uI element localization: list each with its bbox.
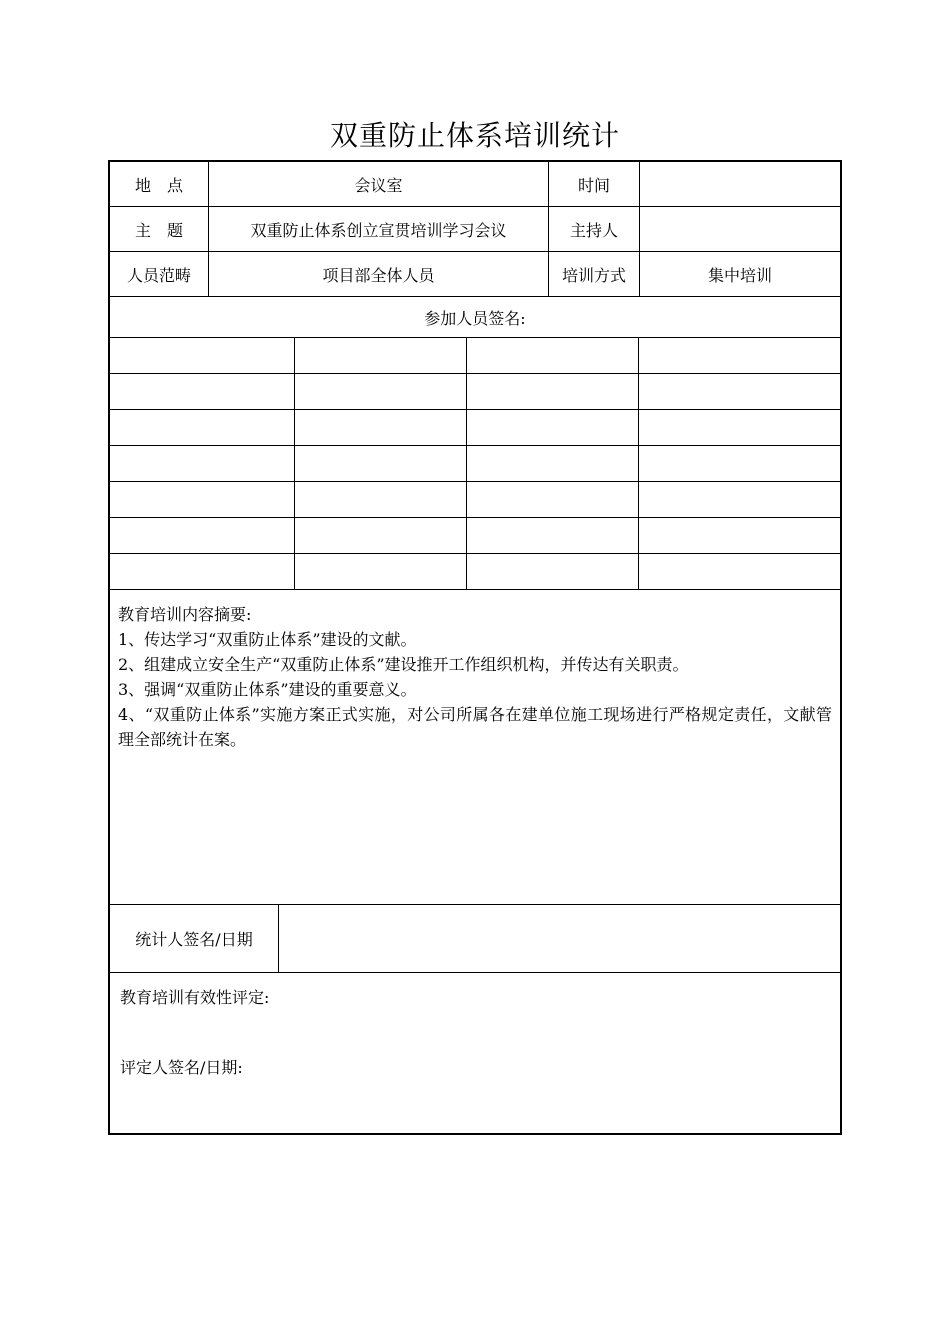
signature-cell[interactable] xyxy=(467,374,639,409)
signature-row xyxy=(110,446,840,482)
signature-cell[interactable] xyxy=(110,518,295,553)
signature-row xyxy=(110,518,840,554)
signature-cell[interactable] xyxy=(295,374,467,409)
signature-cell[interactable] xyxy=(467,446,639,481)
topic-label: 主 题 xyxy=(110,207,209,251)
content-summary xyxy=(110,592,840,905)
signature-row xyxy=(110,482,840,518)
signature-cell[interactable] xyxy=(295,410,467,445)
training-record-form xyxy=(108,160,842,1135)
recorder-signature-field[interactable] xyxy=(279,905,840,972)
time-label: 时间 xyxy=(549,162,640,206)
scope-label: 人员范畴 xyxy=(110,252,209,296)
signature-grid xyxy=(110,338,840,592)
recorder-label: 统计人签名/日期 xyxy=(110,905,279,972)
content-item: 1、传达学习“双重防止体系”建设的文献。 xyxy=(118,630,417,649)
signature-cell[interactable] xyxy=(110,482,295,517)
signature-header: 参加人员签名: xyxy=(424,308,526,328)
signature-cell[interactable] xyxy=(467,554,639,589)
evaluator-signature-label: 评定人签名/日期: xyxy=(120,1058,243,1077)
recorder-row xyxy=(110,905,840,973)
signature-row xyxy=(110,554,840,590)
signature-cell[interactable] xyxy=(295,554,467,589)
signature-cell[interactable] xyxy=(467,410,639,445)
location-label: 地 点 xyxy=(110,162,209,206)
signature-cell[interactable] xyxy=(295,338,467,373)
signature-cell[interactable] xyxy=(110,338,295,373)
topic-value[interactable]: 双重防止体系创立宣贯培训学习会议 xyxy=(209,207,549,251)
content-item: 3、强调“双重防止体系”建设的重要意义。 xyxy=(118,680,417,699)
signature-cell[interactable] xyxy=(639,482,840,517)
signature-cell[interactable] xyxy=(295,446,467,481)
scope-value[interactable]: 项目部全体人员 xyxy=(209,252,549,296)
signature-cell[interactable] xyxy=(639,338,840,373)
signature-cell[interactable] xyxy=(467,482,639,517)
signature-cell[interactable] xyxy=(110,554,295,589)
signature-cell[interactable] xyxy=(639,554,840,589)
signature-cell[interactable] xyxy=(110,410,295,445)
signature-cell[interactable] xyxy=(110,374,295,409)
content-item: 4、“双重防止体系”实施方案正式实施，对公司所属各在建单位施工现场进行严格规定责任，文献管理全部统计在案。 xyxy=(118,705,832,749)
content-heading: 教育培训内容摘要: xyxy=(118,605,252,624)
signature-header-row xyxy=(110,297,840,338)
signature-cell[interactable] xyxy=(639,374,840,409)
evaluation-section xyxy=(110,973,840,1133)
signature-cell[interactable] xyxy=(467,338,639,373)
page-title: 双重防止体系培训统计 xyxy=(329,119,620,152)
signature-cell[interactable] xyxy=(110,446,295,481)
scope-row xyxy=(110,252,840,297)
method-value[interactable]: 集中培训 xyxy=(707,265,772,285)
signature-row xyxy=(110,338,840,374)
topic-row xyxy=(110,207,840,252)
signature-cell[interactable] xyxy=(295,482,467,517)
content-item: 2、组建成立安全生产“双重防止体系”建设推开工作组织机构，并传达有关职责。 xyxy=(118,655,689,674)
signature-cell[interactable] xyxy=(639,518,840,553)
evaluation-label: 教育培训有效性评定: xyxy=(120,988,270,1007)
signature-cell[interactable] xyxy=(467,518,639,553)
signature-cell[interactable] xyxy=(639,410,840,445)
location-value[interactable]: 会议室 xyxy=(209,162,549,206)
signature-cell[interactable] xyxy=(295,518,467,553)
signature-row xyxy=(110,410,840,446)
signature-row xyxy=(110,374,840,410)
host-value[interactable] xyxy=(640,207,840,251)
method-label: 培训方式 xyxy=(549,252,640,296)
host-label: 主持人 xyxy=(549,207,640,251)
location-row xyxy=(110,162,840,207)
time-value[interactable] xyxy=(640,162,840,206)
signature-cell[interactable] xyxy=(639,446,840,481)
